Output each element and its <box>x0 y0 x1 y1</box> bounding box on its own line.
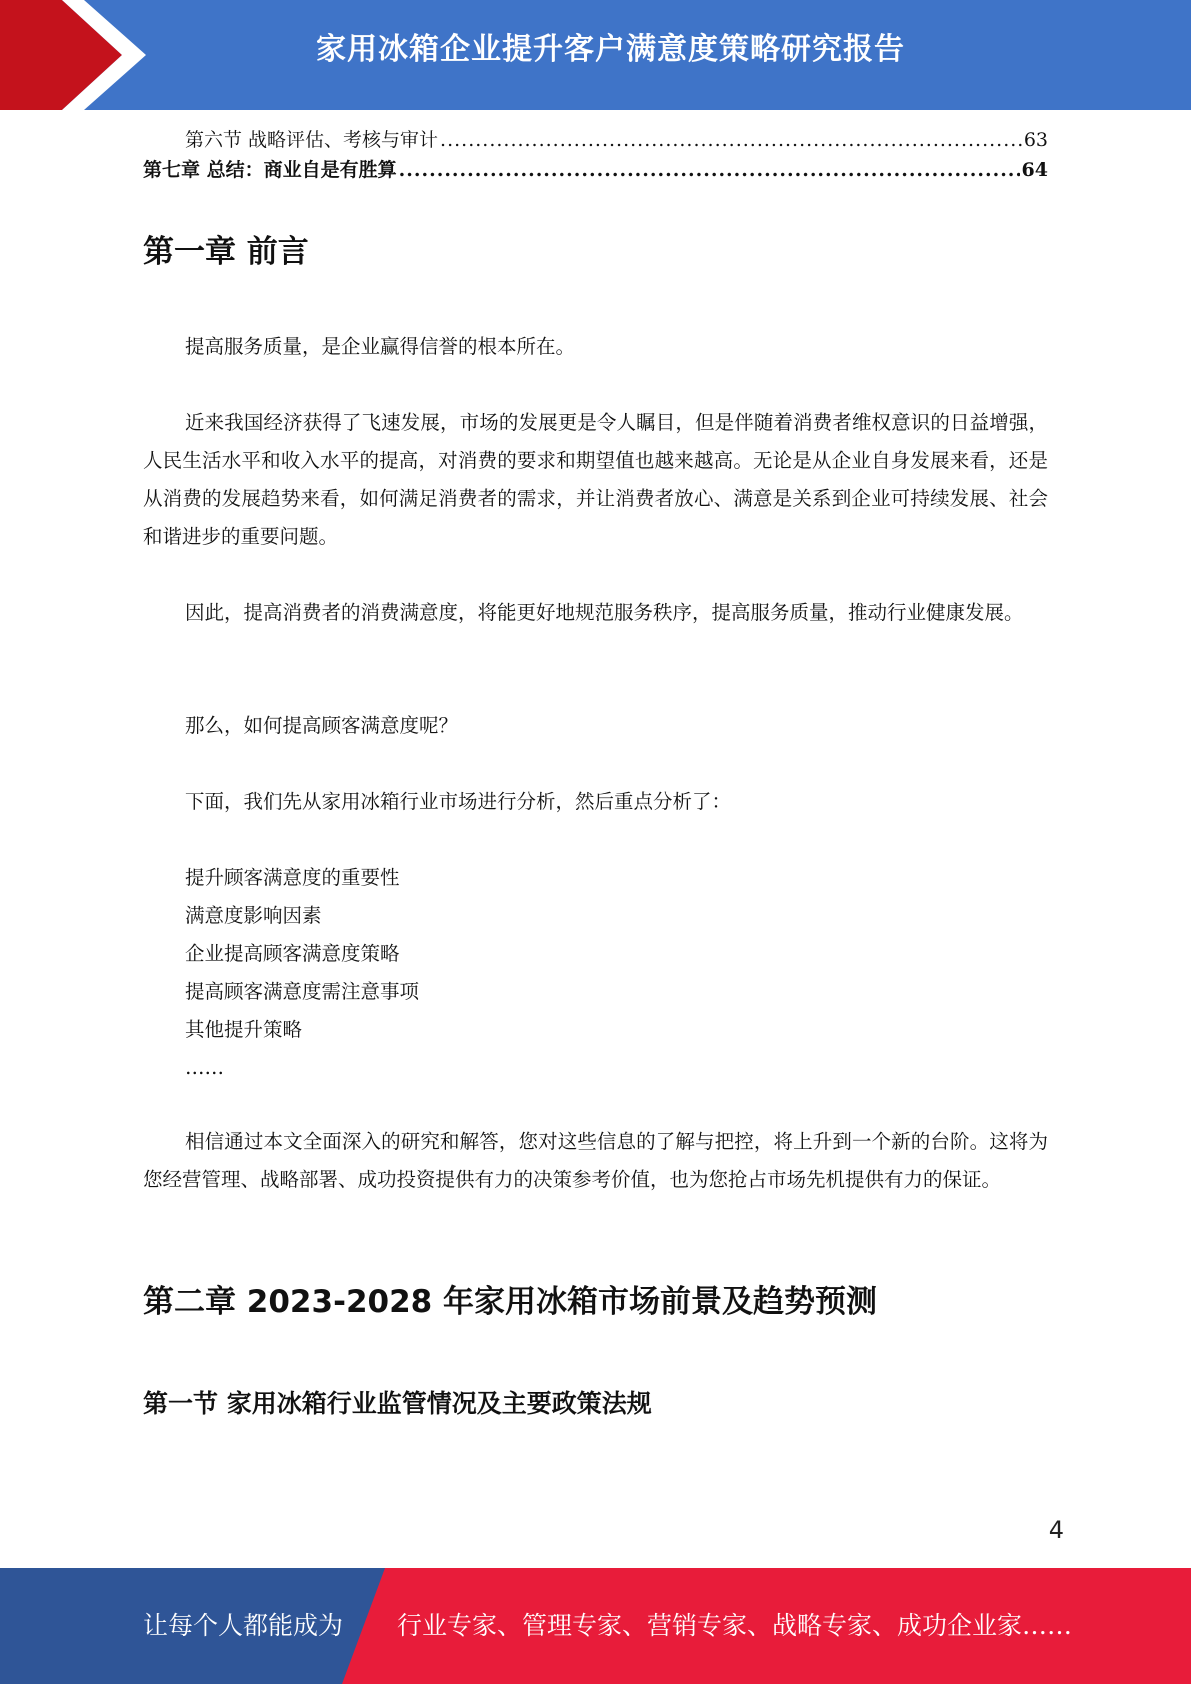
toc-page-number: 63 <box>1023 129 1048 151</box>
page-header <box>0 0 1191 110</box>
list-item: 满意度影响因素 <box>185 904 322 927</box>
list-item: …… <box>185 1056 224 1079</box>
list-item: 提高顾客满意度需注意事项 <box>185 980 420 1003</box>
chapter-title: 第一章 前言 <box>143 234 309 270</box>
footer-slogan-left: 让每个人都能成为 <box>143 1611 344 1640</box>
toc-page-number: 64 <box>1021 159 1048 181</box>
list-item: 企业提高顾客满意度策略 <box>185 942 400 965</box>
paragraph: 提高服务质量，是企业赢得信誉的根本所在。 <box>185 335 576 358</box>
toc-row[interactable] <box>143 155 1048 185</box>
paragraph: 相信通过本文全面深入的研究和解答，您对这些信息的了解与把控，将上升到一个新的台阶。这将为您经营管理、战略部署、成功投资提供有力的决策参考价值，也为您抢占市场先机提供有力的保证。 <box>143 1130 1048 1191</box>
analysis-topic-list <box>185 859 419 1087</box>
toc-leader <box>440 125 1022 155</box>
toc-leader <box>399 155 1020 185</box>
section-title: 第一节 家用冰箱行业监管情况及主要政策法规 <box>143 1389 652 1418</box>
report-title: 家用冰箱企业提升客户满意度策略研究报告 <box>316 32 905 67</box>
toc-row[interactable] <box>143 125 1048 155</box>
list-item: 其他提升策略 <box>185 1018 303 1041</box>
page-footer <box>0 1568 1191 1684</box>
toc-label: 第六节 战略评估、考核与审计 <box>185 129 439 151</box>
page-number: 4 <box>1048 1516 1064 1544</box>
toc-label: 第七章 总结：商业自是有胜算 <box>143 159 397 181</box>
paragraph: 近来我国经济获得了飞速发展，市场的发展更是令人瞩目，但是伴随着消费者维权意识的日益增强，人民生活水平和收入水平的提高，对消费的要求和期望值也越来越高。无论是从企业自身发展来看，还是从消费的发展趋势来看，如何满足消费者的需求，并让消费者放心、满意是关系到企业可持续发展、社会和谐进步的重要问题。 <box>143 411 1048 548</box>
paragraph: 因此，提高消费者的消费满意度，将能更好地规范服务秩序，提高服务质量，推动行业健康发展。 <box>185 601 1024 624</box>
list-item: 提升顾客满意度的重要性 <box>185 866 400 889</box>
footer-slogan-right: 行业专家、管理专家、营销专家、战略专家、成功企业家…… <box>397 1611 1073 1640</box>
paragraph: 那么，如何提高顾客满意度呢？ <box>185 714 459 737</box>
chapter-title: 第二章 2023-2028 年家用冰箱市场前景及趋势预测 <box>143 1284 878 1320</box>
paragraph: 下面，我们先从家用冰箱行业市场进行分析，然后重点分析了： <box>185 790 732 813</box>
